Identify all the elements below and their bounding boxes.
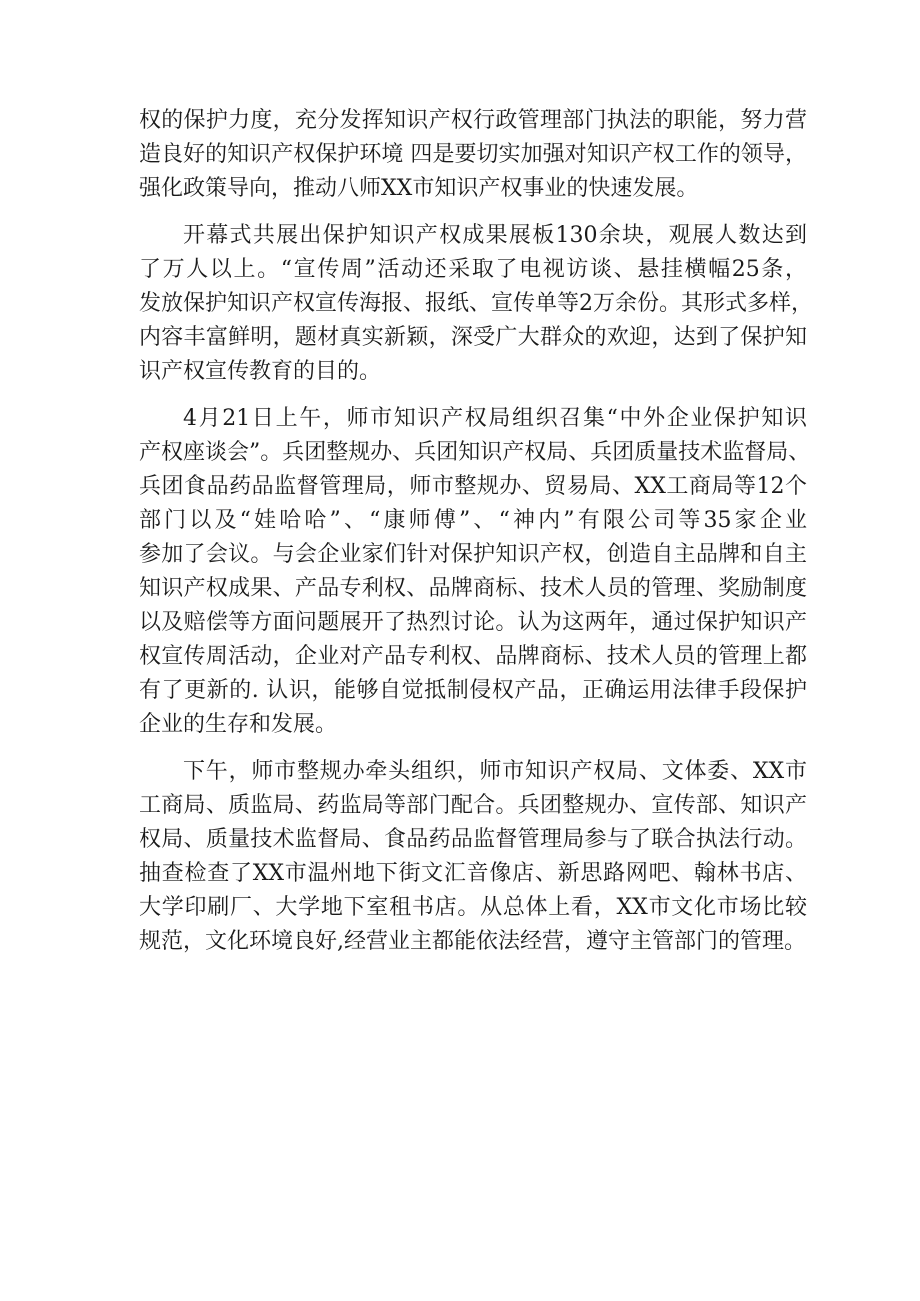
text-line: 权宣传周活动，企业对产品专利权、品牌商标、技术人员的管理上都 xyxy=(139,644,807,669)
text-line: 权局、质量技术监督局、食品药品监督管理局参与了联合执法行动。 xyxy=(139,827,807,852)
document-body xyxy=(139,104,813,959)
paragraph-1 xyxy=(139,104,807,206)
text-line: 权的保护力度，充分发挥知识产权行政管理部门执法的职能，努力营 xyxy=(139,108,807,133)
text-line: 部门以及“娃哈哈”、“康师傅”、“神内”有限公司等35家企业 xyxy=(139,508,807,533)
paragraph-2 xyxy=(139,219,813,389)
text-line: 造良好的知识产权保护环境 四是要切实加强对知识产权工作的领导， xyxy=(139,142,807,167)
paragraph-4 xyxy=(139,755,807,959)
text-line: 下午，师市整规办牵头组织，师市知识产权局、文体委、XX市 xyxy=(183,759,807,784)
text-line: 知识产权成果、产品专利权、品牌商标、技术人员的管理、奖励制度 xyxy=(139,576,807,601)
text-line: 工商局、质监局、药监局等部门配合。兵团整规办、宣传部、知识产 xyxy=(139,793,807,818)
text-line: 有了更新的. 认识，能够自觉抵制侵权产品，正确运用法律手段保护 xyxy=(139,678,807,703)
text-line: 规范，文化环境良好,经营业主都能依法经营，遵守主管部门的管理。 xyxy=(139,929,806,954)
text-line: 大学印刷厂、大学地下室租书店。从总体上看，XX市文化市场比较 xyxy=(139,895,807,920)
text-line: 4月21日上午，师市知识产权局组织召集“中外企业保护知识 xyxy=(183,406,807,431)
text-line: 兵团食品药品监督管理局，师市整规办、贸易局、XX工商局等12个 xyxy=(139,474,807,499)
text-line: 参加了会议。与会企业家们针对保护知识产权，创造自主品牌和自主 xyxy=(139,542,807,567)
text-line: 以及赔偿等方面问题展开了热烈讨论。认为这两年，通过保护知识产 xyxy=(139,610,807,635)
text-line: 了万人以上。“宣传周”活动还采取了电视访谈、悬挂横幅25条， xyxy=(139,257,807,282)
text-line: 发放保护知识产权宣传海报、报纸、宣传单等2万余份。其形式多样， xyxy=(139,291,813,316)
text-line: 企业的生存和发展。 xyxy=(139,712,338,737)
text-line: 产权座谈会”。兵团整规办、兵团知识产权局、兵团质量技术监督局、 xyxy=(139,440,811,465)
paragraph-3 xyxy=(139,402,811,742)
text-line: 开幕式共展出保护知识产权成果展板130余块，观展人数达到 xyxy=(183,223,807,248)
text-line: 抽查检查了XX市温州地下街文汇音像店、新思路网吧、翰林书店、 xyxy=(139,861,807,886)
text-line: 识产权宣传教育的目的。 xyxy=(139,359,382,384)
text-line: 强化政策导向，推动八师XX市知识产权事业的快速发展。 xyxy=(139,176,699,201)
text-line: 内容丰富鲜明，题材真实新颖，深受广大群众的欢迎，达到了保护知 xyxy=(139,325,807,350)
